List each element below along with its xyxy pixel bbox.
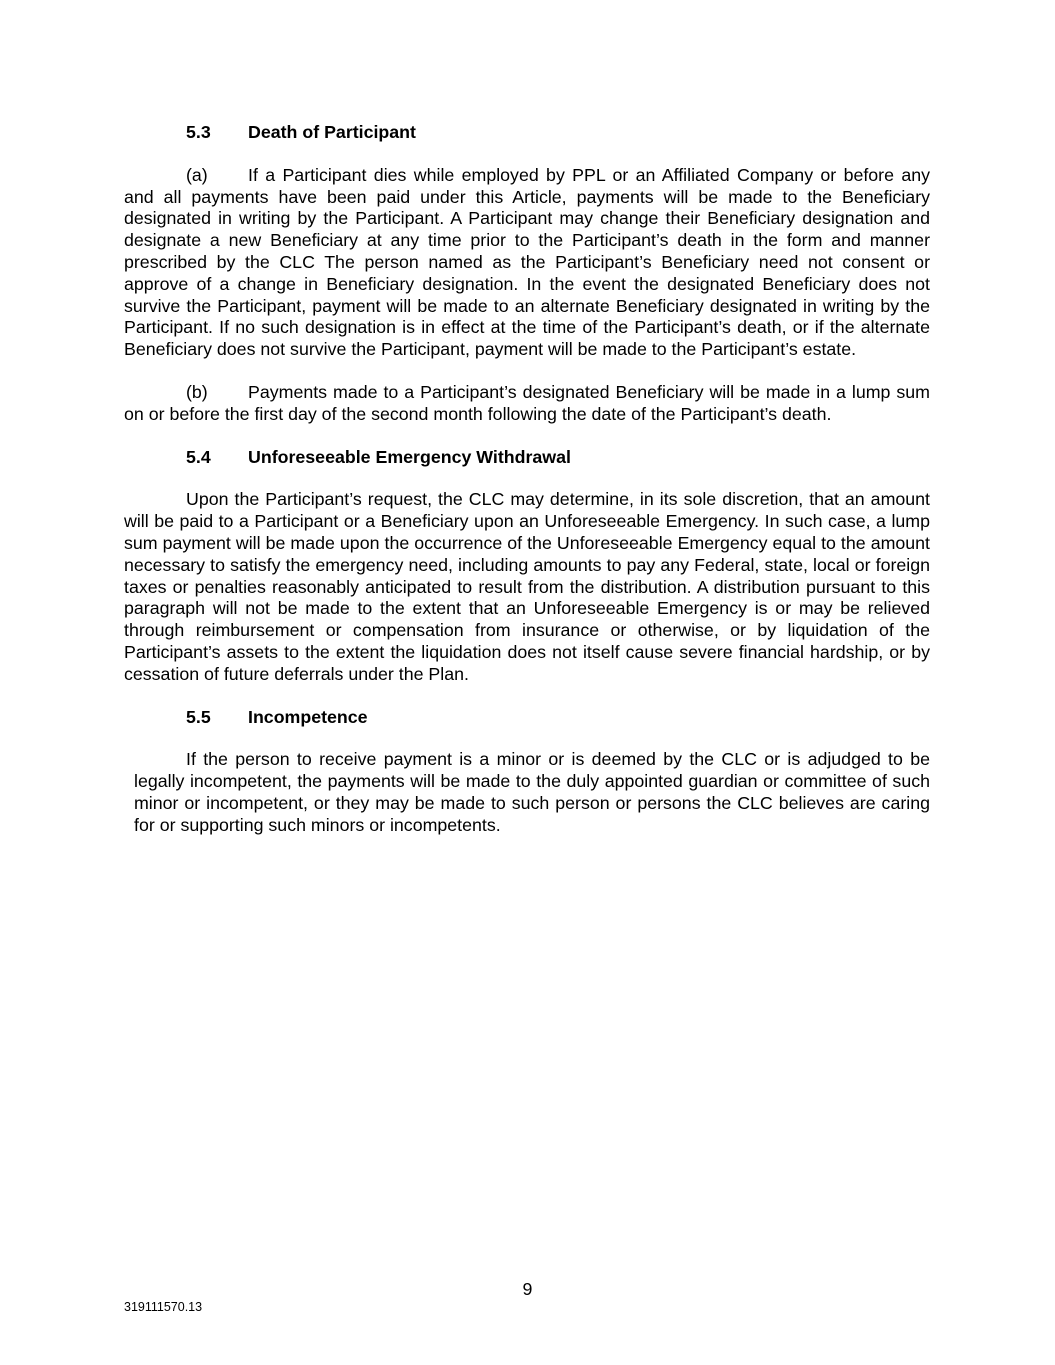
paragraph-5-3-a bbox=[124, 165, 930, 361]
section-title: Unforeseeable Emergency Withdrawal bbox=[248, 446, 571, 467]
paragraph-text: If a Participant dies while employed by PPL or an Affiliated Company or before any and all payments have been paid under this Article, payments will be made to the Beneficiary designated in writing by the Participant. A Participant may change their Beneficiary designation and designate a new Beneficiary at any time prior to the Participant’s death in the form and manner prescribed by the CLC The person named as the Participant’s Beneficiary need not consent or approve of a change in Beneficiary designation. In the event the designated Beneficiary does not survive the Participant, payment will be made to an alternate Beneficiary designated in writing by the Participant. If no such designation is in effect at the time of the Participant’s death, or if the alternate Beneficiary does not survive the Participant, payment will be made to the Participant’s estate. bbox=[124, 164, 930, 360]
page-number: 9 bbox=[522, 1279, 533, 1299]
section-heading-5-3 bbox=[186, 122, 930, 144]
document-body bbox=[124, 122, 930, 858]
paragraph-text: Payments made to a Participant’s designated Beneficiary will be made in a lump sum on or before the first day of the second month following the date of the Participant’s death. bbox=[124, 381, 930, 424]
section-title: Death of Participant bbox=[248, 122, 416, 142]
document-id: 319111570.13 bbox=[124, 1300, 203, 1314]
paragraph-5-3-b bbox=[124, 382, 930, 426]
paragraph-label: (b) bbox=[186, 381, 208, 402]
section-heading-5-5 bbox=[186, 707, 930, 729]
paragraph-text: Upon the Participant’s request, the CLC may determine, in its sole discretion, that an amount will be paid to a Participant or a Beneficiary upon an Unforeseeable Emergency. In such case, a lump sum payment will be made upon the occurrence of the Unforeseeable Emergency equal to the amount necessary to satisfy the emergency need, including amounts to pay any Federal, state, local or foreign taxes or penalties reasonably anticipated to result from the distribution. A distribution pursuant to this paragraph will not be made to the extent that an Unforeseeable Emergency is or may be relieved through reimbursement or compensation from insurance or otherwise, or by liquidation of the Participant’s assets to the extent the liquidation does not itself cause severe financial hardship, or by cessation of future deferrals under the Plan. bbox=[124, 489, 930, 684]
paragraph-label: (a) bbox=[186, 164, 208, 185]
paragraph-5-4 bbox=[124, 489, 930, 685]
section-title: Incompetence bbox=[248, 706, 368, 727]
paragraph-5-5 bbox=[124, 749, 930, 836]
section-heading-5-4 bbox=[186, 447, 930, 469]
section-number: 5.3 bbox=[186, 122, 211, 142]
section-number: 5.4 bbox=[186, 446, 211, 467]
section-number: 5.5 bbox=[186, 706, 211, 727]
paragraph-text: If the person to receive payment is a minor or is deemed by the CLC or is adjudged to be legally incompetent, the payments will be made to the duly appointed guardian or committee of such minor or incompetent, or they may be made to such person or persons the CLC believes are caring for or supporting such minors or incompetents. bbox=[134, 749, 930, 835]
